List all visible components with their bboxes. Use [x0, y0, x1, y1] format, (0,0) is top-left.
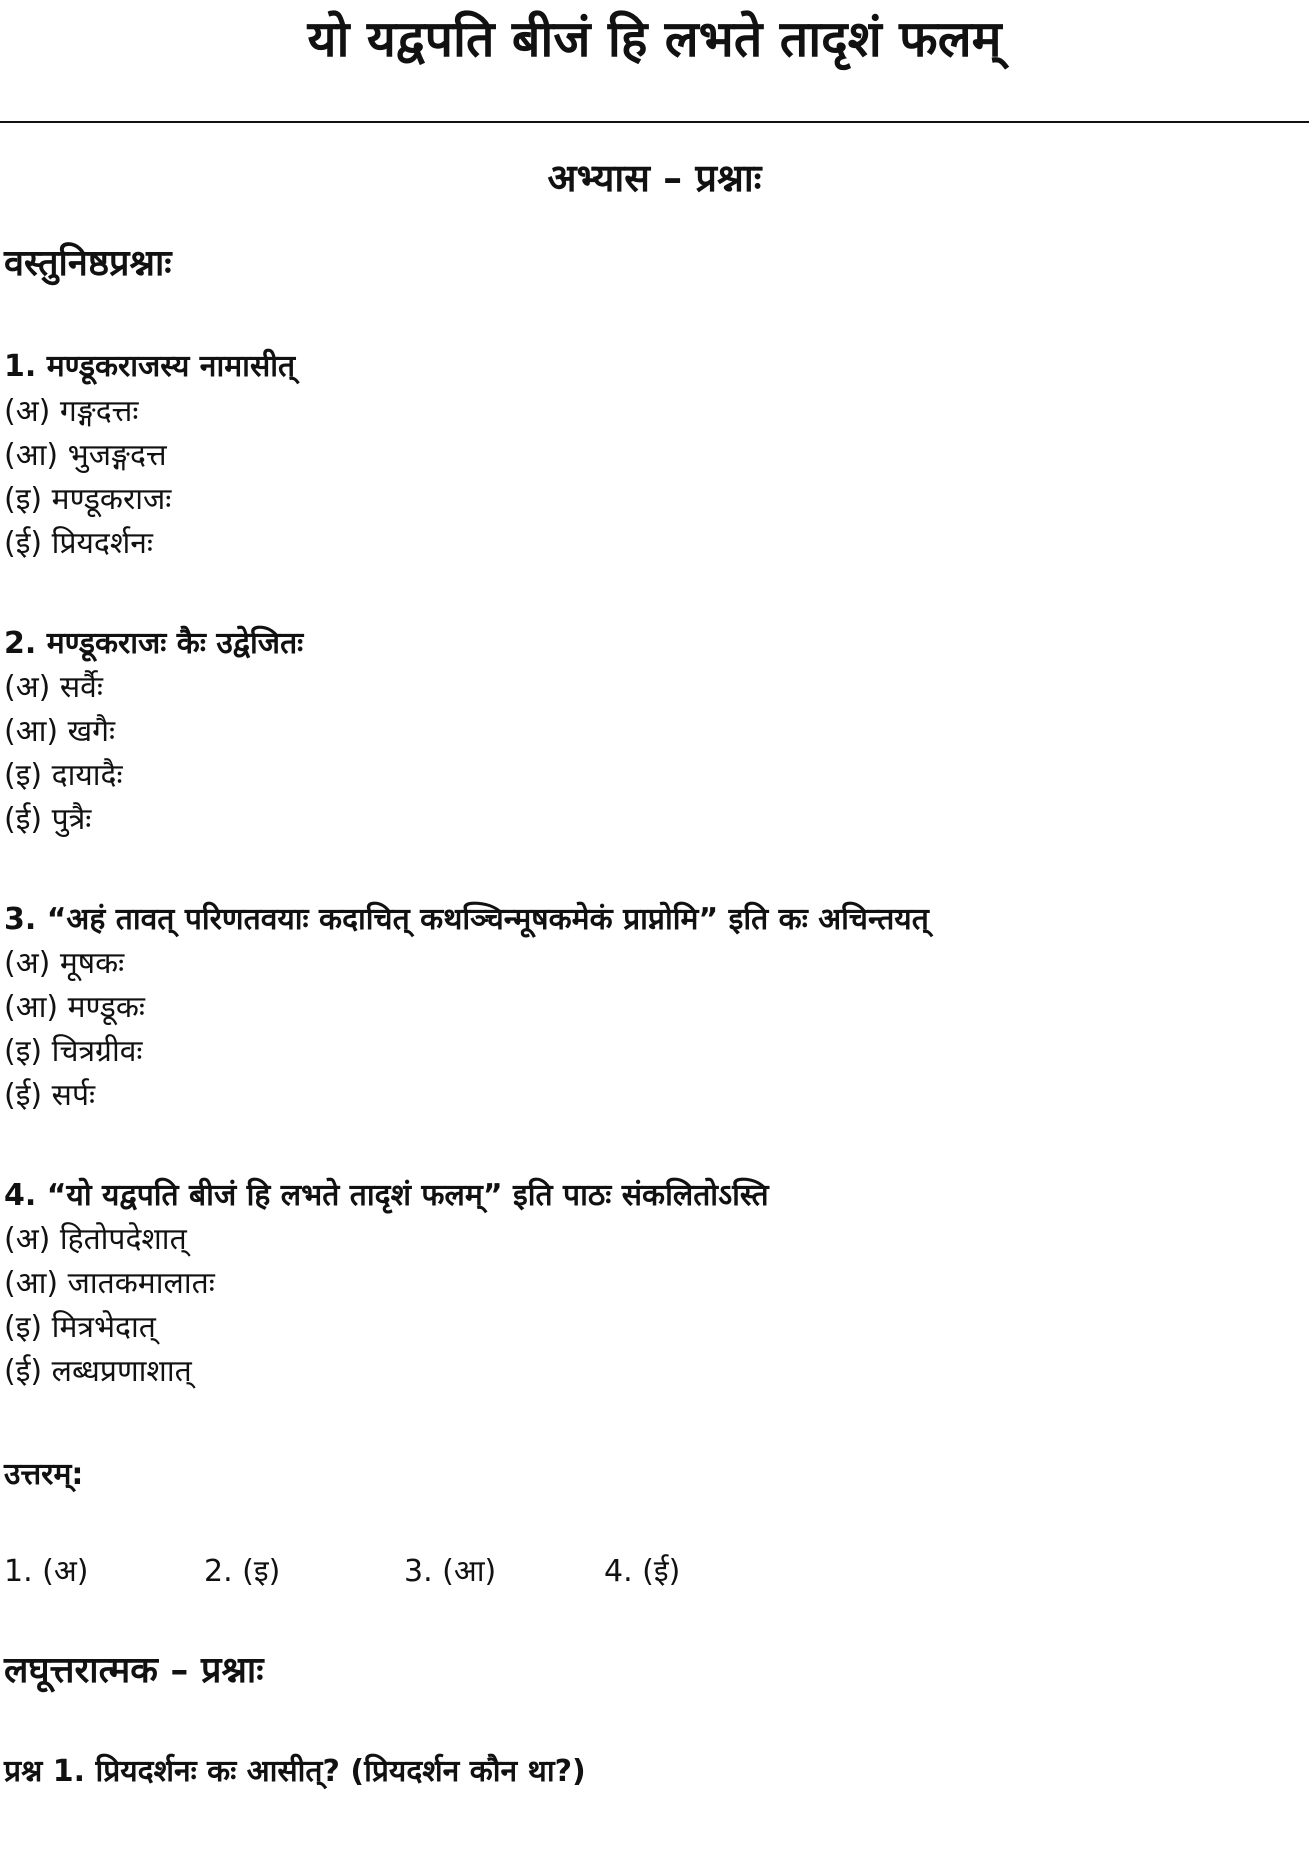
question-4-option-i: (इ) मित्रभेदात्	[4, 1310, 156, 1345]
short-question-1: प्रश्न 1. प्रियदर्शनः कः आसीत्? (प्रियदर्शन कौन था?)	[4, 1754, 586, 1789]
title-divider	[0, 121, 1309, 123]
question-1-option-aa: (आ) भुजङ्गदत्त	[4, 438, 167, 473]
answer-2: 2. (इ)	[204, 1554, 281, 1589]
question-2-option-a: (अ) सर्वैः	[4, 670, 103, 705]
question-2-option-ii: (ई) पुत्रैः	[4, 802, 92, 837]
question-4-option-ii: (ई) लब्धप्रणाशात्	[4, 1354, 192, 1389]
question-2: 2. मण्डूकराजः कैः उद्वेजितः	[4, 626, 304, 661]
question-1-option-i: (इ) मण्डूकराजः	[4, 482, 172, 517]
objective-questions-heading: वस्तुनिष्ठप्रश्नाः	[4, 243, 172, 284]
question-1-option-a: (अ) गङ्गदत्तः	[4, 394, 139, 429]
answers-heading: उत्तरम्:	[4, 1457, 84, 1492]
exercise-heading: अभ्यास – प्रश्नाः	[547, 156, 762, 200]
question-3-option-ii: (ई) सर्पः	[4, 1078, 96, 1113]
short-answer-heading: लघूत्तरात्मक – प्रश्नाः	[4, 1650, 264, 1691]
question-3-option-aa: (आ) मण्डूकः	[4, 990, 145, 1025]
answer-3: 3. (आ)	[404, 1554, 497, 1589]
page-title: यो यद्वपति बीजं हि लभते तादृशं फलम्	[307, 10, 1002, 68]
answer-4: 4. (ई)	[604, 1554, 681, 1589]
question-4-option-a: (अ) हितोपदेशात्	[4, 1222, 187, 1257]
question-1: 1. मण्डूकराजस्य नामासीत्	[4, 349, 296, 384]
question-3: 3. “अहं तावत् परिणतवयाः कदाचित् कथञ्चिन्मूषकमेकं प्राप्नोमि” इति कः अचिन्तयत्	[4, 902, 929, 937]
question-3-option-i: (इ) चित्रग्रीवः	[4, 1034, 143, 1069]
question-2-option-i: (इ) दायादैः	[4, 758, 123, 793]
question-4: 4. “यो यद्वपति बीजं हि लभते तादृशं फलम्” इति पाठः संकलितोऽस्ति	[4, 1178, 769, 1213]
answer-1: 1. (अ)	[4, 1554, 89, 1589]
question-3-option-a: (अ) मूषकः	[4, 946, 125, 981]
question-1-option-ii: (ई) प्रियदर्शनः	[4, 526, 153, 561]
question-2-option-aa: (आ) खगैः	[4, 714, 116, 749]
question-4-option-aa: (आ) जातकमालातः	[4, 1266, 215, 1301]
